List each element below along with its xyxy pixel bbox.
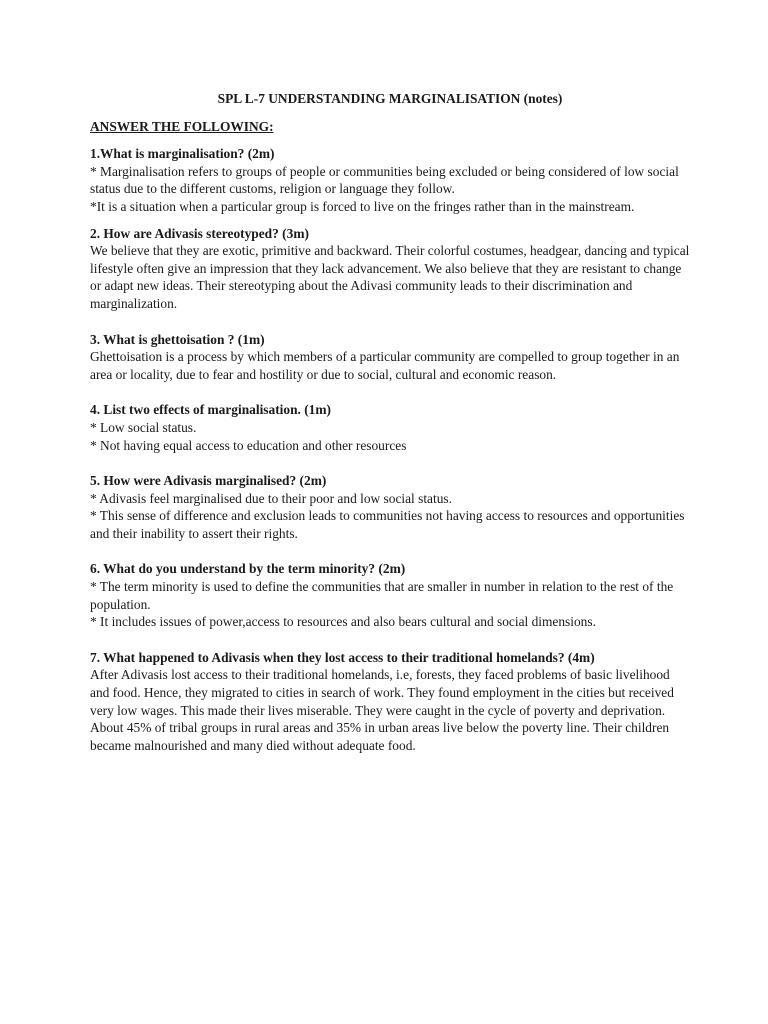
question-3: 3. What is ghettoisation ? (1m) (90, 331, 265, 347)
question-block-3 (90, 331, 690, 384)
question-7: 7. What happened to Adivasis when they lost access to their traditional homelands? (4m) (90, 649, 595, 665)
question-2: 2. How are Adivasis stereotyped? (3m) (90, 225, 309, 241)
question-block-7 (90, 649, 690, 755)
question-block-6 (90, 560, 690, 630)
answer-4-line-2: * Not having equal access to education and other resources (90, 437, 407, 453)
answer-6-line-1: * The term minority is used to define the communities that are smaller in number in relation to the rest of the population. (90, 579, 674, 612)
question-5: 5. How were Adivasis marginalised? (2m) (90, 473, 327, 489)
section-heading: ANSWER THE FOLLOWING: (90, 118, 274, 134)
answer-4-line-1: * Low social status. (90, 419, 197, 435)
question-4: 4. List two effects of marginalisation. (1m) (90, 402, 331, 418)
question-6: 6. What do you understand by the term minority? (2m) (90, 561, 406, 577)
question-block-4 (90, 401, 690, 454)
answer-5-line-2: * This sense of difference and exclusion leads to communities not having access to resources and opportunities and their inability to assert their rights. (90, 508, 685, 541)
document-title: SPL L-7 UNDERSTANDING MARGINALISATION (notes) (217, 91, 563, 106)
document-page (90, 90, 690, 754)
question-block-5 (90, 472, 690, 542)
answer-6-line-2: * It includes issues of power,access to resources and also bears cultural and social dimensions. (90, 614, 596, 630)
answer-2: We believe that they are exotic, primitive and backward. Their colorful costumes, headgear, dancing and typical lifestyle often give an impression that they lack advancement. We also believe that they are resistant to change or adapt new ideas. Their stereotyping about the Adivasi community leads to their discrimination and marginalization. (90, 243, 690, 311)
answer-1-line-1: * Marginalisation refers to groups of people or communities being excluded or being considered of low social status due to the different customs, religion or language they follow. (90, 163, 679, 197)
answer-5-line-1: * Adivasis feel marginalised due to their poor and low social status. (90, 490, 452, 506)
answer-1-line-2: *It is a situation when a particular group is forced to live on the fringes rather than in the mainstream. (90, 198, 635, 214)
question-block-1 (90, 145, 690, 215)
question-1: 1.What is marginalisation? (2m) (90, 146, 275, 162)
question-block-2 (90, 225, 690, 313)
answer-7: After Adivasis lost access to their traditional homelands, i.e, forests, they faced problems of basic livelihood and food. Hence, they migrated to cities in search of work. They found employment in the cities but received very low wages. This made their lives miserable. They were caught in the cycle of poverty and deprivation. About 45% of tribal groups in rural areas and 35% in urban areas live below the poverty line. Their children became malnourished and many died without adequate food. (90, 667, 674, 753)
answer-3: Ghettoisation is a process by which members of a particular community are compelled to group together in an area or locality, due to fear and hostility or due to social, cultural and economic reason. (90, 349, 680, 382)
